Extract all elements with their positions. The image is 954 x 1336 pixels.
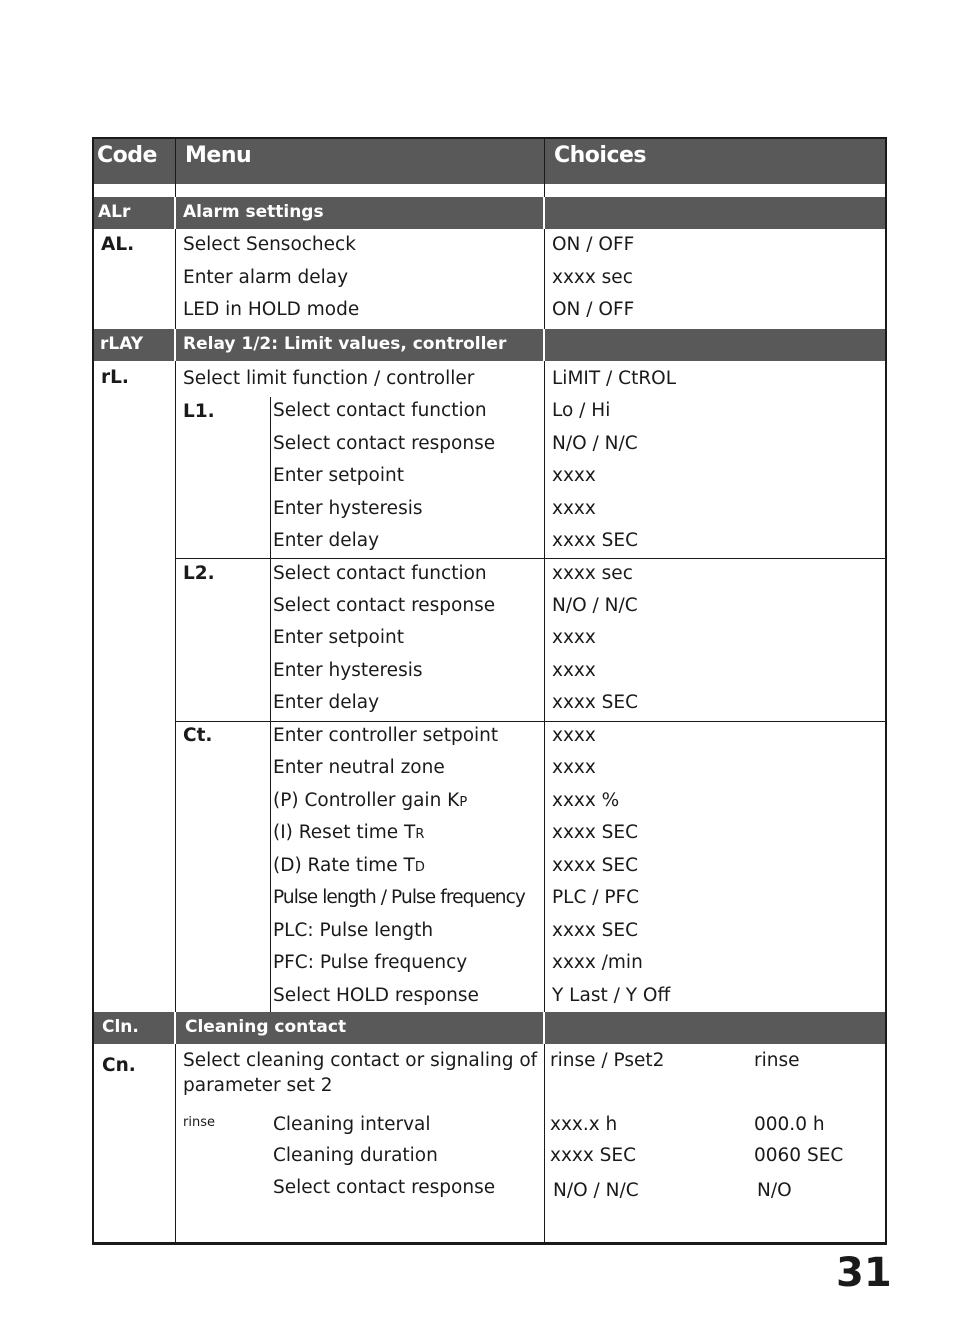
cleaning-default-1: 000.0 h — [754, 1114, 825, 1135]
alarm-choice-3: ON / OFF — [552, 299, 635, 320]
ct-menu-2: Enter neutral zone — [273, 757, 445, 778]
block-divider — [175, 721, 885, 722]
section-cleaning-code: Cln. — [102, 1017, 139, 1037]
relay-choice-first: LiMIT / CtROL — [552, 368, 677, 389]
l2-menu-4: Enter hysteresis — [273, 660, 423, 681]
alarm-menu-3: LED in HOLD mode — [183, 299, 360, 320]
table-header — [94, 139, 885, 184]
l2-choice-1: xxxx sec — [552, 563, 633, 584]
ct-menu-4 — [273, 822, 424, 846]
relay-code: rL. — [101, 367, 129, 388]
cleaning-default-2: 0060 SEC — [754, 1145, 844, 1166]
l2-menu-5: Enter delay — [273, 692, 380, 713]
cleaning-menu-2: Cleaning duration — [273, 1145, 438, 1166]
section-divider — [543, 1012, 545, 1044]
relay-menu-first: Select limit function / controller — [183, 368, 475, 389]
section-divider — [174, 329, 176, 361]
section-alarm-code: ALr — [98, 202, 131, 222]
column-divider-code — [175, 139, 176, 1242]
section-cleaning-title: Cleaning contact — [185, 1017, 347, 1037]
ct-choice-5: xxxx SEC — [552, 855, 639, 876]
cleaning-menu-first-line2: parameter set 2 — [183, 1075, 333, 1096]
l2-menu-2: Select contact response — [273, 595, 496, 616]
l1-menu-3: Enter setpoint — [273, 465, 404, 486]
ct-choice-4: xxxx SEC — [552, 822, 639, 843]
ct-menu-4-subscript: R — [415, 827, 425, 842]
ct-choice-6: PLC / PFC — [552, 887, 640, 908]
ct-menu-3 — [273, 790, 467, 814]
section-divider — [543, 197, 545, 229]
section-alarm — [94, 197, 885, 229]
l2-menu-3: Enter setpoint — [273, 627, 404, 648]
l2-menu-1: Select contact function — [273, 563, 487, 584]
block-divider — [175, 558, 885, 559]
section-relay — [94, 329, 885, 361]
ct-menu-3-main: (P) Controller gain K — [273, 790, 460, 811]
l2-choice-2: N/O / N/C — [552, 595, 638, 616]
ct-choice-8: xxxx /min — [552, 952, 643, 973]
l2-choice-5: xxxx SEC — [552, 692, 639, 713]
ct-menu-9: Select HOLD response — [273, 985, 479, 1006]
ct-menu-5-subscript: D — [414, 860, 425, 875]
cleaning-rinse-label: rinse — [183, 1115, 215, 1130]
l1-menu-5: Enter delay — [273, 530, 380, 551]
ct-menu-5 — [273, 855, 425, 879]
ct-choice-1: xxxx — [552, 725, 596, 746]
section-relay-title: Relay 1/2: Limit values, controller — [183, 334, 507, 354]
page-number: 31 — [836, 1250, 892, 1296]
ct-menu-5-main: (D) Rate time T — [273, 855, 415, 876]
ct-menu-1: Enter controller setpoint — [273, 725, 499, 746]
l2-choice-3: xxxx — [552, 627, 596, 648]
cleaning-default-first: rinse — [754, 1050, 800, 1071]
ct-menu-7: PLC: Pulse length — [273, 920, 434, 941]
l2-choice-4: xxxx — [552, 660, 596, 681]
section-divider — [174, 197, 176, 229]
cleaning-menu-1: Cleaning interval — [273, 1114, 431, 1135]
cleaning-default-3: N/O — [757, 1180, 792, 1201]
ct-choice-9: Y Last / Y Off — [552, 985, 671, 1006]
l1-choice-4: xxxx — [552, 498, 596, 519]
l1-choice-3: xxxx — [552, 465, 596, 486]
cleaning-menu-first-line1: Select cleaning contact or signaling of — [183, 1050, 538, 1071]
cleaning-choice-2: xxxx SEC — [550, 1145, 637, 1166]
alarm-menu-1: Select Sensocheck — [183, 234, 356, 255]
ct-choice-3: xxxx % — [552, 790, 620, 811]
cleaning-code: Cn. — [102, 1055, 136, 1076]
l1-menu-1: Select contact function — [273, 400, 487, 421]
l1-code: L1. — [183, 401, 215, 422]
section-alarm-title: Alarm settings — [183, 202, 324, 222]
ct-menu-8: PFC: Pulse frequency — [273, 952, 468, 973]
ct-menu-6: Pulse length / Pulse frequency — [273, 887, 525, 908]
ct-menu-4-main: (I) Reset time T — [273, 822, 416, 843]
cleaning-menu-3: Select contact response — [273, 1177, 496, 1198]
alarm-choice-1: ON / OFF — [552, 234, 635, 255]
l1-menu-4: Enter hysteresis — [273, 498, 423, 519]
cleaning-choice-first: rinse / Pset2 — [550, 1050, 665, 1071]
l1-choice-2: N/O / N/C — [552, 433, 638, 454]
ct-menu-3-subscript: P — [459, 795, 468, 810]
ct-code: Ct. — [183, 725, 213, 746]
alarm-menu-2: Enter alarm delay — [183, 267, 349, 288]
section-divider — [543, 329, 545, 361]
header-code: Code — [97, 143, 157, 168]
l1-menu-2: Select contact response — [273, 433, 496, 454]
menu-table — [92, 137, 887, 1245]
ct-choice-2: xxxx — [552, 757, 596, 778]
column-divider-choices — [544, 139, 545, 1242]
l1-choice-1: Lo / Hi — [552, 400, 611, 421]
subcolumn-divider — [270, 397, 271, 1012]
l1-choice-5: xxxx SEC — [552, 530, 639, 551]
ct-choice-7: xxxx SEC — [552, 920, 639, 941]
alarm-choice-2: xxxx sec — [552, 267, 633, 288]
l2-code: L2. — [183, 563, 215, 584]
section-divider — [174, 1012, 176, 1044]
header-choices: Choices — [554, 143, 647, 168]
section-relay-code: rLAY — [100, 334, 144, 354]
cleaning-choice-1: xxx.x h — [550, 1114, 618, 1135]
alarm-code: AL. — [101, 234, 135, 255]
header-menu: Menu — [185, 143, 252, 168]
section-cleaning — [94, 1012, 885, 1044]
cleaning-choice-3: N/O / N/C — [553, 1180, 639, 1201]
